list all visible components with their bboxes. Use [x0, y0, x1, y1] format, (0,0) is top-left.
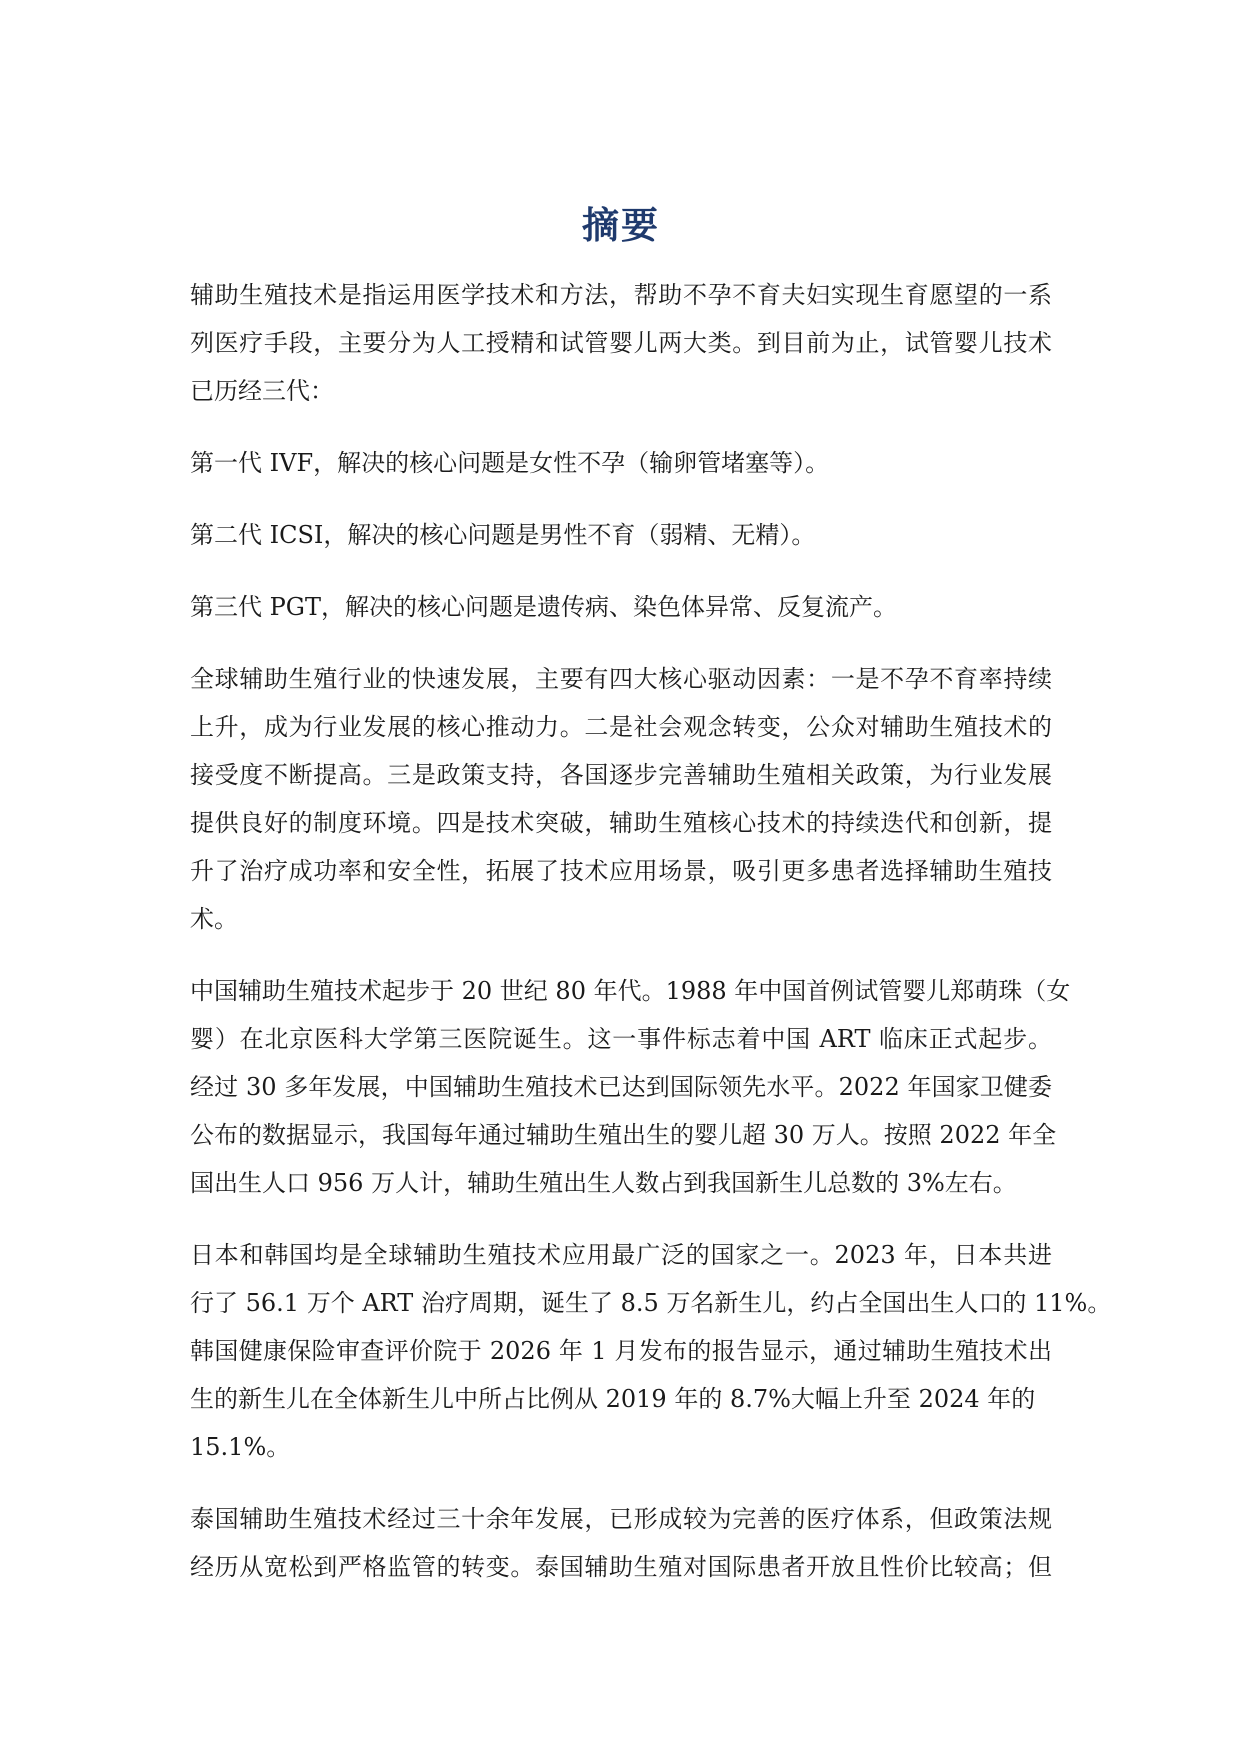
- text-line: 接受度不断提高。三是政策支持，各国逐步完善辅助生殖相关政策，为行业发展: [190, 761, 1052, 789]
- paragraph-japan-korea: [190, 1231, 1112, 1471]
- text-line: 术。: [190, 905, 238, 933]
- text-line: 国出生人口 956 万人计，辅助生殖出生人数占到我国新生儿总数的 3%左右。: [190, 1169, 1017, 1197]
- document-page: [190, 195, 1112, 1615]
- paragraph-third-generation: [190, 583, 1052, 631]
- text-line: 行了 56.1 万个 ART 治疗周期，诞生了 8.5 万名新生儿，约占全国出生人口的 11%。: [190, 1289, 1112, 1317]
- text-line: 中国辅助生殖技术起步于 20 世纪 80 年代。1988 年中国首例试管婴儿郑萌珠（女: [190, 977, 1071, 1005]
- text-line: 升了治疗成功率和安全性，拓展了技术应用场景，吸引更多患者选择辅助生殖技: [190, 857, 1052, 885]
- paragraph-first-generation: [190, 439, 1052, 487]
- paragraph-second-generation: [190, 511, 1052, 559]
- text-line: 公布的数据显示，我国每年通过辅助生殖出生的婴儿超 30 万人。按照 2022 年全: [190, 1121, 1057, 1149]
- paragraph-thailand: [190, 1495, 1052, 1591]
- text-line: 辅助生殖技术是指运用医学技术和方法，帮助不孕不育夫妇实现生育愿望的一系: [190, 281, 1052, 309]
- paragraph-china: [190, 967, 1071, 1207]
- text-line: 泰国辅助生殖技术经过三十余年发展，已形成较为完善的医疗体系，但政策法规: [190, 1505, 1052, 1533]
- text-line: 已历经三代：: [190, 377, 334, 405]
- text-line: 上升，成为行业发展的核心推动力。二是社会观念转变，公众对辅助生殖技术的: [190, 713, 1052, 741]
- paragraph-global-drivers: [190, 655, 1052, 943]
- text-line: 婴）在北京医科大学第三医院诞生。这一事件标志着中国 ART 临床正式起步。: [190, 1025, 1052, 1053]
- text-line: 列医疗手段，主要分为人工授精和试管婴儿两大类。到目前为止，试管婴儿技术: [190, 329, 1052, 357]
- text-line: 15.1%。: [190, 1433, 291, 1461]
- text-line: 第二代 ICSI，解决的核心问题是男性不育（弱精、无精）。: [190, 521, 816, 549]
- text-line: 生的新生儿在全体新生儿中所占比例从 2019 年的 8.7%大幅上升至 2024 年的: [190, 1385, 1036, 1413]
- text-line: 提供良好的制度环境。四是技术突破，辅助生殖核心技术的持续迭代和创新，提: [190, 809, 1052, 837]
- document-title: 摘要: [582, 203, 660, 247]
- text-line: 第一代 IVF，解决的核心问题是女性不孕（输卵管堵塞等）。: [190, 449, 830, 477]
- text-line: 韩国健康保险审查评价院于 2026 年 1 月发布的报告显示，通过辅助生殖技术出: [190, 1337, 1052, 1365]
- text-line: 全球辅助生殖行业的快速发展，主要有四大核心驱动因素：一是不孕不育率持续: [190, 665, 1052, 693]
- text-line: 经过 30 多年发展，中国辅助生殖技术已达到国际领先水平。2022 年国家卫健委: [190, 1073, 1052, 1101]
- text-line: 经历从宽松到严格监管的转变。泰国辅助生殖对国际患者开放且性价比较高；但: [190, 1553, 1052, 1581]
- text-line: 日本和韩国均是全球辅助生殖技术应用最广泛的国家之一。2023 年，日本共进: [190, 1241, 1052, 1269]
- text-line: 第三代 PGT，解决的核心问题是遗传病、染色体异常、反复流产。: [190, 593, 897, 621]
- paragraph-overview: [190, 271, 1052, 415]
